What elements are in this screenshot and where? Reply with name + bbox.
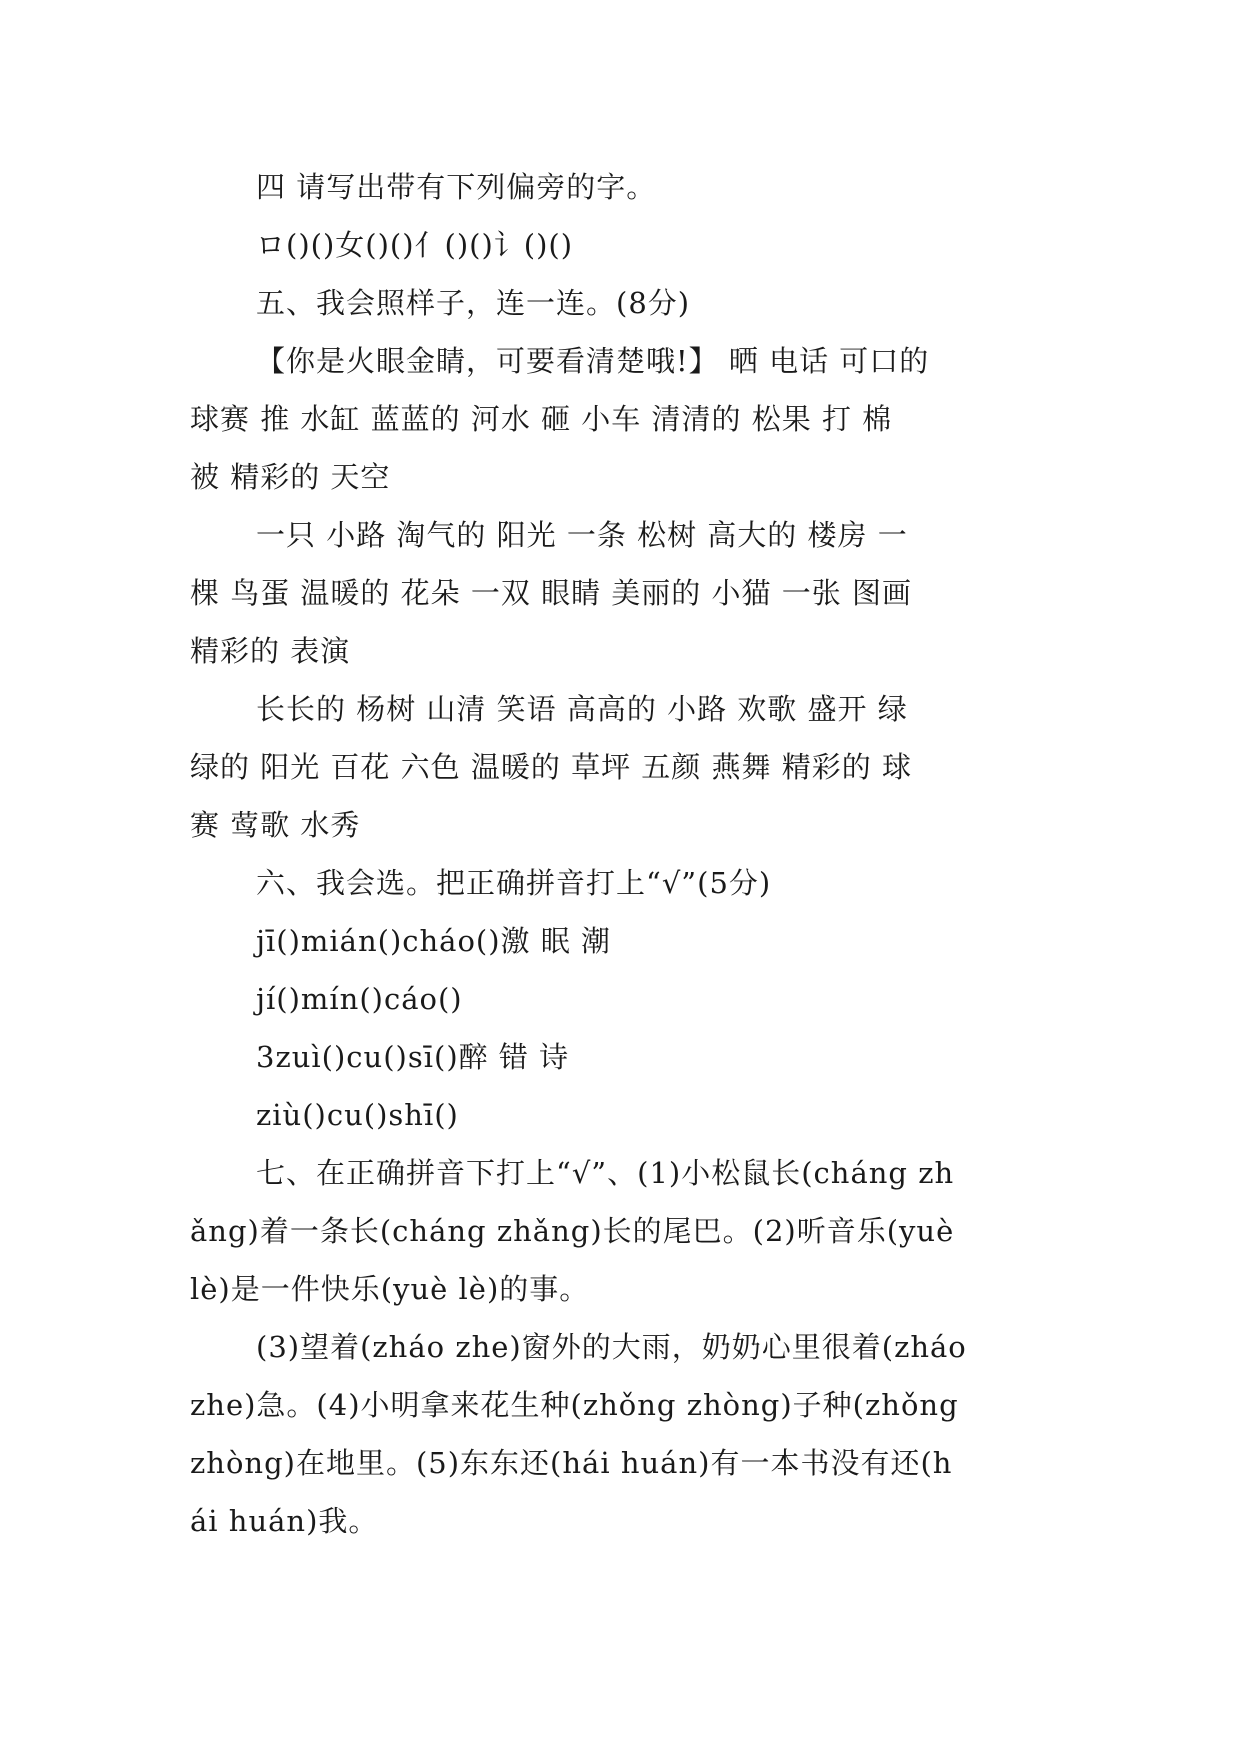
section-6-line-4: ziù()cu()shī() [256,1098,459,1132]
section-7-heading: 七、在正确拼音下打上“√”、(1)小松鼠长(cháng zh [256,1156,955,1190]
section-7-line-6: zhòng)在地里。(5)东东还(hái huán)有一本书没有还(h [190,1446,953,1480]
section-7-line-5: zhe)急。(4)小明拿来花生种(zhǒng zhòng)子种(zhǒng [190,1388,959,1422]
section-4-heading: 四 请写出带有下列偏旁的字。 [256,170,657,204]
section-5-line-2: 球赛 推 水缸 蓝蓝的 河水 砸 小车 清清的 松果 打 棉 [190,402,893,436]
section-7-line-4: (3)望着(zháo zhe)窗外的大雨，奶奶心里很着(zháo [256,1330,967,1364]
section-5-line-6: 精彩的 表演 [190,634,351,668]
section-5-line-8: 绿的 阳光 百花 六色 温暖的 草坪 五颜 燕舞 精彩的 球 [190,750,912,784]
section-6-line-3: 3zuì()cu()sī()醉 错 诗 [256,1040,570,1074]
section-5-heading: 五、我会照样子，连一连。(8分) [256,286,691,320]
section-6-line-2: jí()mín()cáo() [256,982,463,1016]
section-5-line-5: 棵 鸟蛋 温暖的 花朵 一双 眼睛 美丽的 小猫 一张 图画 [190,576,912,610]
section-6-line-1: jī()mián()cháo()激 眠 潮 [256,924,611,958]
section-5-line-4: 一只 小路 淘气的 阳光 一条 松树 高大的 楼房 一 [256,518,908,552]
section-7-line-2: ǎng)着一条长(cháng zhǎng)长的尾巴。(2)听音乐(yuè [190,1214,955,1248]
document-body [190,158,1056,1550]
section-5-line-7: 长长的 杨树 山清 笑语 高高的 小路 欢歌 盛开 绿 [256,692,908,726]
section-5-line-1: 【你是火眼金睛，可要看清楚哦!】 晒 电话 可口的 [256,344,930,378]
section-6-heading: 六、我会选。把正确拼音打上“√”(5分) [256,866,772,900]
section-7-line-3: lè)是一件快乐(yuè lè)的事。 [190,1272,590,1306]
section-4-radicals: ロ()()女()()亻()()讠()() [256,228,574,262]
section-5-line-9: 赛 莺歌 水秀 [190,808,361,842]
section-7-line-7: ái huán)我。 [190,1504,379,1538]
section-5-line-3: 被 精彩的 天空 [190,460,391,494]
